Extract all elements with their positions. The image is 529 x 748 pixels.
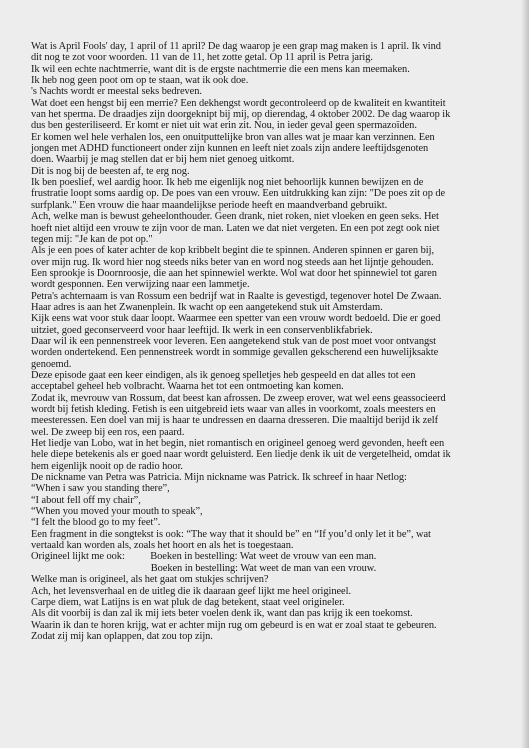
text-line: wordt gesponnen. Een verwijzing naar een lammetje. <box>31 279 250 291</box>
text-line: Boeken in bestelling: Wat weet de man van een vrouw. <box>31 562 377 574</box>
text-line: “When you moved your mouth to speak”, <box>31 506 203 518</box>
text-line: over mijn rug. Ik word hier nog steeds niks beter van en word nog steeds aan het lijntje gehouden. <box>31 256 434 268</box>
text-line: Er komen wel hele verhalen los, een onuitputtelijke bron van alles wat je maar kan verzinnen. Een <box>31 131 435 143</box>
text-line: van het sperma. De draadjes zijn doorgeknipt bij mij, op dierendag, 4 oktober 2002. De dag waarop ik <box>31 109 451 121</box>
text-line: Wat is April Fools' day, 1 april of 11 april? De dag waarop je een grap mag maken is 1 april. Ik vind <box>31 41 441 52</box>
text-line: Carpe diem, wat Latijns is en wat pluk de dag betekent, staat veel origineler. <box>31 596 345 608</box>
text-line: “I felt the blood go to my feet”. <box>31 517 161 529</box>
text-line: 's Nachts wordt er meestal seks bedreven. <box>31 86 202 98</box>
document-body <box>31 41 509 642</box>
text-line: jongen met ADHD functioneert onder zijn kunnen en leeft niet zoals zijn andere leeftijdsgenoten <box>31 143 429 155</box>
text-line: genoemd. <box>31 358 72 370</box>
text-line: Haar adres is aan het Zwanenplein. Ik wacht op een aangetekend stuk uit Amsterdam. <box>31 301 383 313</box>
text-line: worden ondertekend. Een pennenstreek wordt in sommige gevallen gekscherend een huwelijksakte <box>31 347 439 359</box>
text-line: surfplank." Een vrouw die haar maandelijkse periode heeft en maandverband gebruikt. <box>31 199 388 211</box>
text-line: wordt bij fetish kleding. Fetish is een uitgebreid iets waar van alles in voorkomt, zoals meesters en <box>31 404 436 415</box>
text-line: acceptabel geheel heb volbracht. Waarna het tot een ontmoeting kan komen. <box>31 381 344 393</box>
text-line: uitziet, goed geconserveerd voor haar leeftijd. Ik werk in een conservenblikfabriek. <box>31 324 373 336</box>
text-line: Als dit voorbij is dan zal ik mij iets beter voelen denk ik, want dan pas krijg ik een toekomst. <box>31 608 413 620</box>
text-line: Daar wil ik een pennenstreek voor leveren. Een aangetekend stuk van de post moet voor ontvangst <box>31 335 436 347</box>
text-line: Petra's achternaam is van Rossum een bedrijf wat in Raalte is gevestigd, tegenover hotel De Zwaan. <box>31 290 442 302</box>
text-line: Ik ben poeslief, wel aardig hoor. Ik heb me eigenlijk nog niet behoorlijk kunnen bewijzen en de <box>31 177 424 189</box>
text-line: Ach, het levensverhaal en de uitleg die ik daaraan geef lijkt me heel origineel. <box>31 585 351 597</box>
text-line: Dit is nog bij de beesten af, te erg nog. <box>31 165 190 177</box>
text-line: hem eigenlijk nooit op de radio hoor. <box>31 460 183 472</box>
text-line: meesteressen. Een doel van mij is haar te undressen en daarna dresseren. Die maaltijd berijd ik zelf <box>31 415 439 427</box>
text-line: Ik heb nog geen poot om op te staan, wat ik ook doe. <box>31 75 249 87</box>
text-line: vertaald kan worden als, zoals het hoort en als het is toegestaan. <box>31 540 294 552</box>
text-line: dit nog te zot voor woorden. 11 van de 11, het zotte getal. Op 11 april is Petra jarig. <box>31 52 373 64</box>
text-line: Kijk eens wat voor stuk daar loopt. Waarmee een spetter van een vrouw wordt bedoeld. Die er goed <box>31 313 441 325</box>
text-line: Welke man is origineel, als het gaat om stukjes schrijven? <box>31 574 269 586</box>
text-line: dus ben gesteriliseerd. Er komt er niet uit wat erin zit. Nou, in ieder geval geen spermazoïden. <box>31 120 417 132</box>
text-line: “When i saw you standing there”, <box>31 483 170 495</box>
text-line: hoeft niet altijd een vrouw te zijn voor de man. Laten we dat niet vergeten. En een pot zegt ook niet <box>31 222 440 234</box>
text-line: Origineel lijkt me ook: Boeken in bestelling: Wat weet de vrouw van een man. <box>31 551 377 563</box>
text-line: Een sprookje is Doornroosje, die aan het spinnewiel werkte. Wol wat door het spinnewiel tot garen <box>31 267 437 279</box>
text-line: De nickname van Petra was Patricia. Mijn nickname was Patrick. Ik schreef in haar Netlog: <box>31 472 407 484</box>
text-line: Ik wil een echte nachtmerrie, want dit is de ergste nachtmerrie die een mens kan meemaken. <box>31 63 410 75</box>
text-line: Zodat ik, mevrouw van Rossum, dat beest kan afrossen. De zweep erover, wat wel eens geassocieerd <box>31 392 446 404</box>
text-line: tegen mij: "Je kan de pot op." <box>31 233 153 245</box>
text-line: Een fragment in die songtekst is ook: “The way that it should be” en “If you’d only let it be”, wat <box>31 528 431 540</box>
text-line: hele diepe betekenis als er goed naar wordt geluisterd. Een liedje denk ik uit de vergetelheid, omdat ik <box>31 449 451 461</box>
text-line: Zodat zij mij kan oplappen, dat zou top zijn. <box>31 630 213 642</box>
text-line: wel. De zweep bij een ros, een paard. <box>31 426 185 438</box>
text-line: doen. Waarbij je mag stellen dat er bij hem niet genoeg uitkomt. <box>31 154 295 166</box>
text-line: Ach, welke man is bewust geheelonthouder. Geen drank, niet roken, niet vloeken en geen seks. Het <box>31 211 439 223</box>
text-line: Als je een poes of kater achter de kop kribbelt begint die te spinnen. Anderen spinnen er garen bij, <box>31 245 434 257</box>
text-line: Deze episode gaat een keer eindigen, als ik genoeg spelletjes heb gespeeld en dat alles tot een <box>31 369 416 381</box>
text-line: Het liedje van Lobo, wat in het begin, niet romantisch en origineel genoeg werd gevonden, heeft een <box>31 438 445 450</box>
text-line: Wat doet een hengst bij een merrie? Een dekhengst wordt gecontroleerd op de kwaliteit en kwantiteit <box>31 97 446 109</box>
text-line: “I about fell off my chair”, <box>31 494 141 506</box>
text-line: frustratie loopt soms aardig op. De poes van een vrouw. Een uitdrukking kan zijn: "De poes zit op de <box>31 188 446 200</box>
text-line: Waarin ik dan te horen krijg, wat er achter mijn rug om gebeurd is en wat er zoal staat te gebeuren. <box>31 619 437 631</box>
